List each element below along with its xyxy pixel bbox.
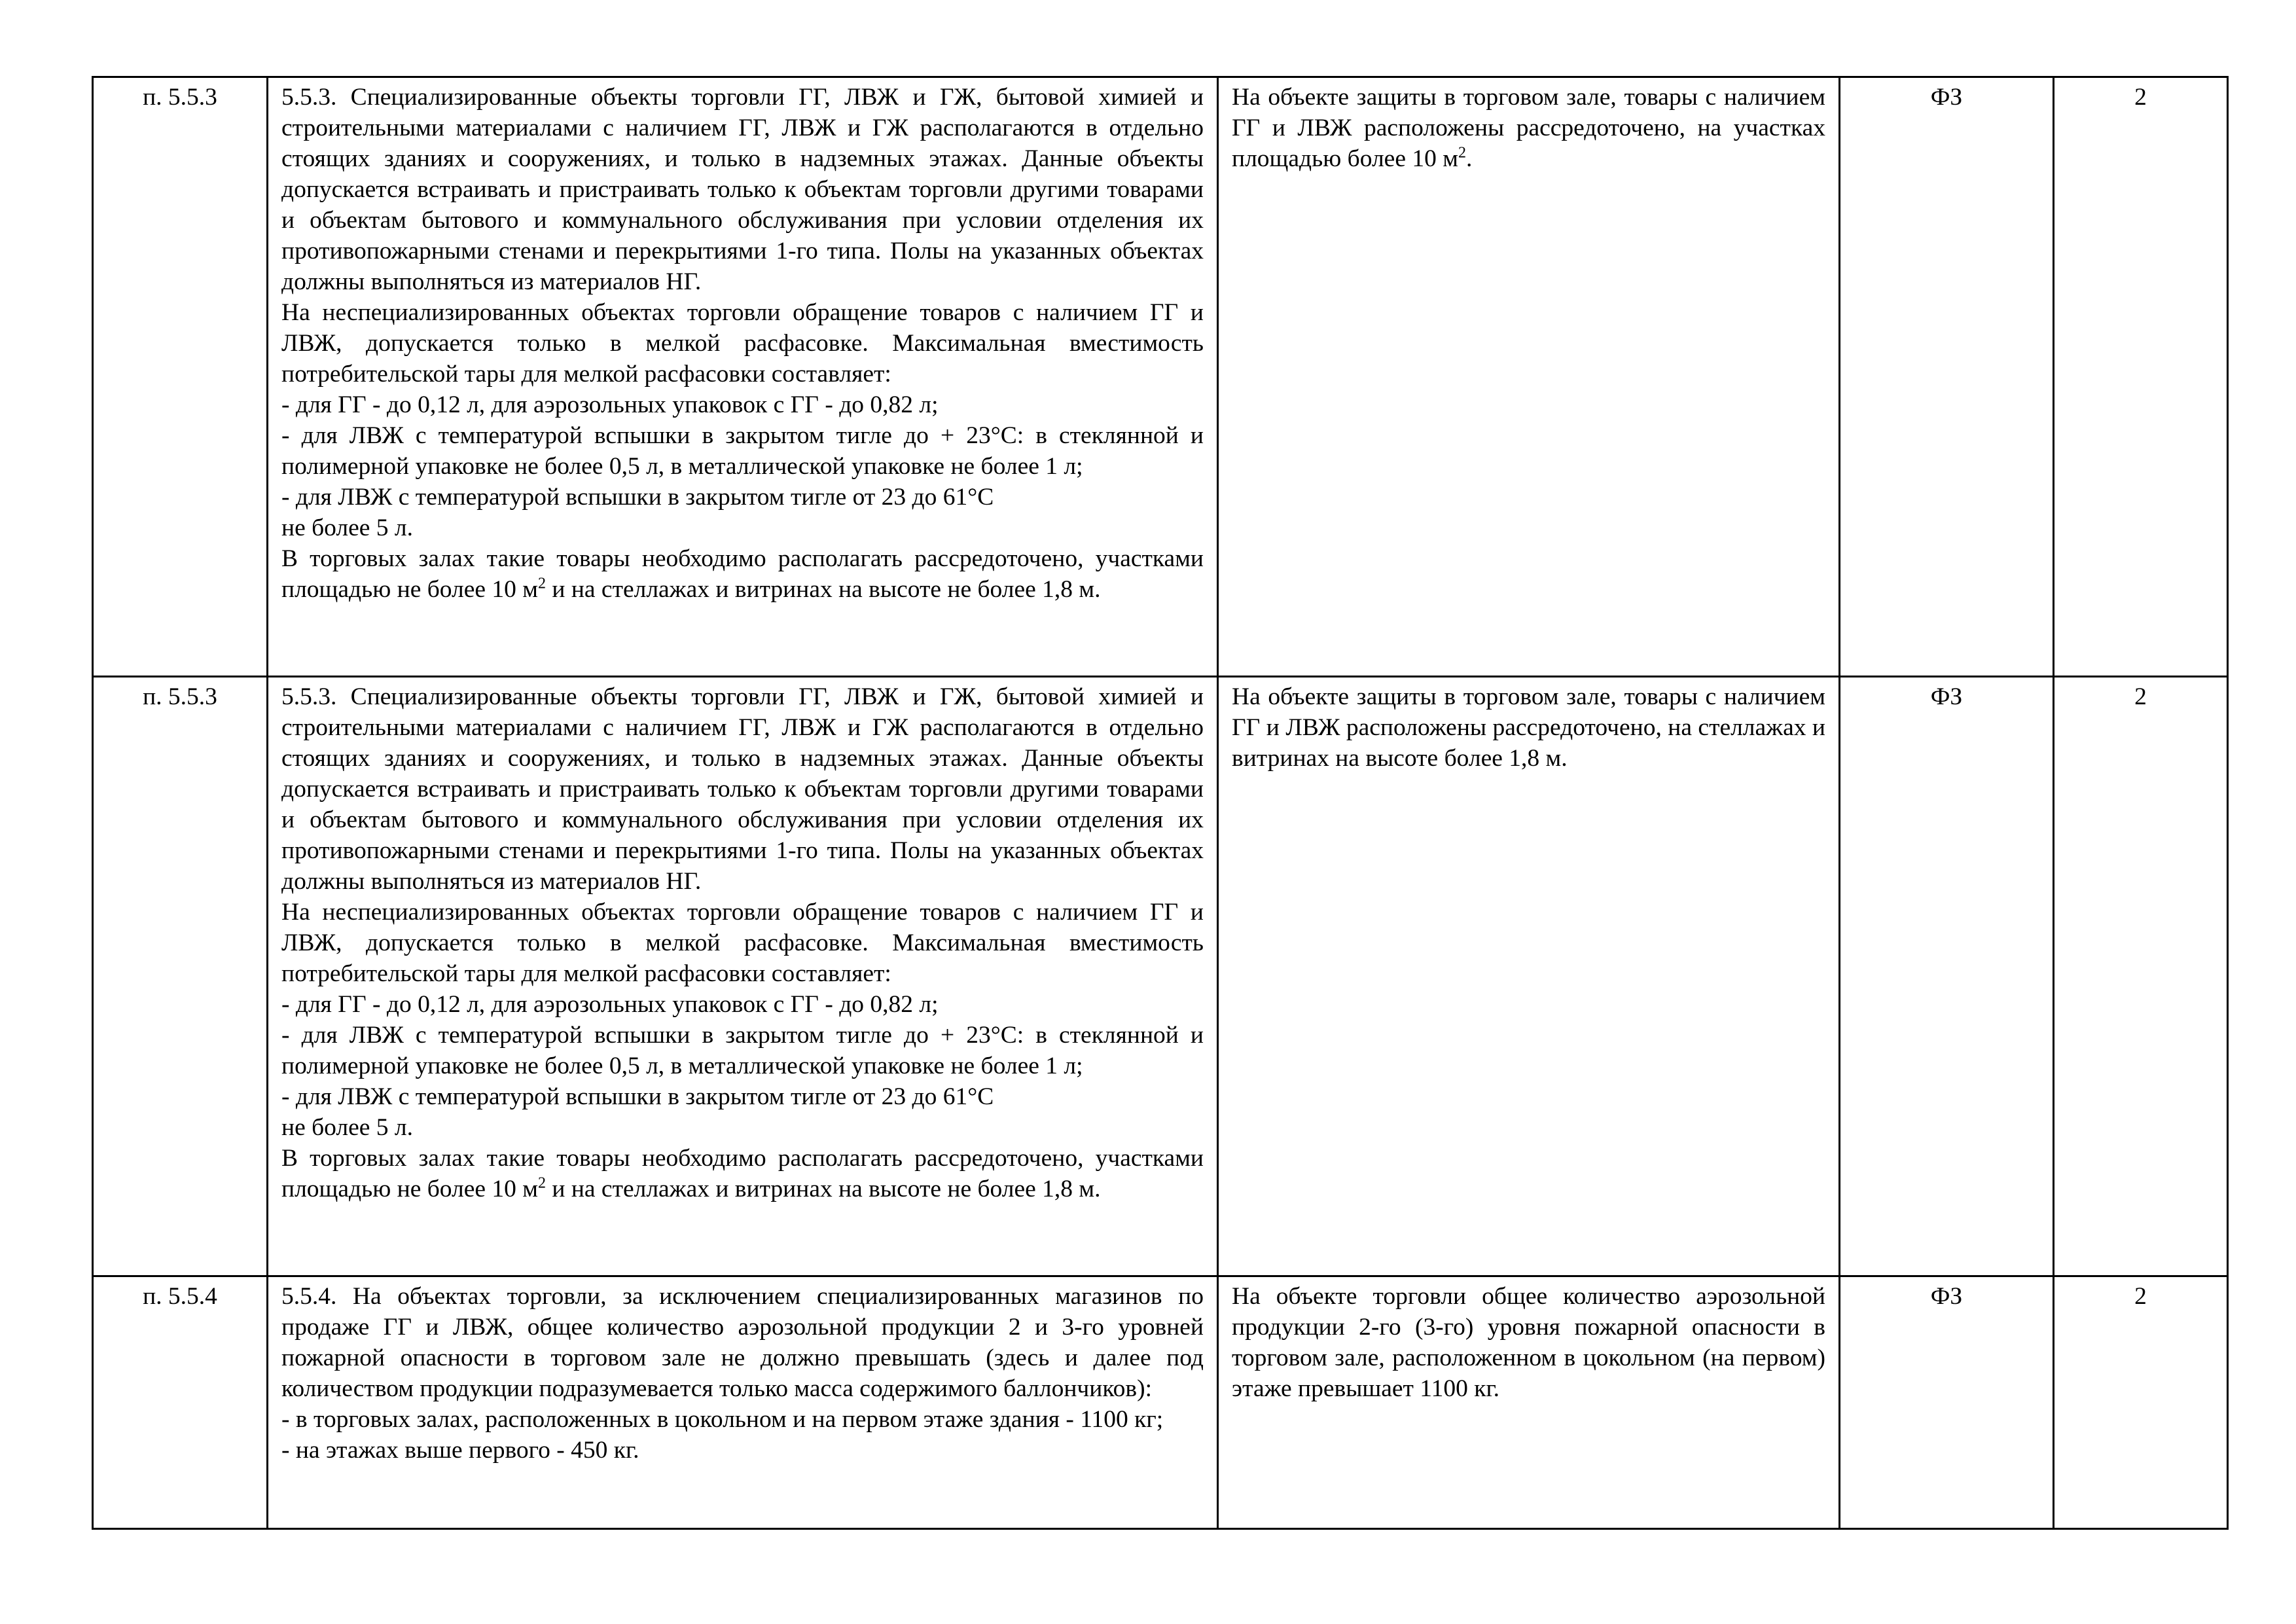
number-cell: 2: [2054, 677, 2228, 1276]
number-cell: 2: [2054, 1276, 2228, 1529]
requirement-paragraph: На неспециализированных объектах торговли обращение товаров с наличием ГГ и ЛВЖ, допускается только в мелкой расфасовке. Максимальная вместимость потребительской тары для мелкой расфасовки составляет:: [281, 299, 1204, 388]
requirements-table: [92, 76, 2229, 1530]
law-cell: ФЗ: [1840, 677, 2054, 1276]
number-cell: 2: [2054, 77, 2228, 677]
violation-paragraph: На объекте защиты в торговом зале, товары с наличием ГГ и ЛВЖ расположены рассредоточено, на участках площадью более 10 $м^2$.: [1232, 84, 1825, 172]
requirement-list-item: - для ЛВЖ с температурой вспышки в закрытом тигле от 23 до 61°С: [281, 484, 994, 511]
requirement-list-item: - для ГГ - до 0,12 л, для аэрозольных упаковок с ГГ - до 0,82 л;: [281, 991, 939, 1018]
law-cell: ФЗ: [1840, 1276, 2054, 1529]
violation-text-cell: [1218, 1276, 1840, 1529]
violation-text-cell: [1218, 677, 1840, 1276]
requirement-list-item: - для ЛВЖ с температурой вспышки в закрытом тигле от 23 до 61°С: [281, 1083, 994, 1110]
table-row: [93, 677, 2228, 1276]
violation-paragraph: На объекте торговли общее количество аэрозольной продукции 2-го (3-го) уровня пожарной опасности в торговом зале, расположенном в цокольном (на первом) этаже превышает 1100 кг.: [1232, 1283, 1825, 1402]
requirement-text-cell: [268, 1276, 1218, 1529]
requirement-paragraph: На неспециализированных объектах торговли обращение товаров с наличием ГГ и ЛВЖ, допускается только в мелкой расфасовке. Максимальная вместимость потребительской тары для мелкой расфасовки составляет:: [281, 899, 1204, 987]
requirement-paragraph: В торговых залах такие товары необходимо располагать рассредоточено, участками площадью не более 10 $м^2$ и на стеллажах и витринах на высоте не более 1,8 м.: [281, 1145, 1204, 1202]
requirement-paragraph: 5.5.3. Специализированные объекты торговли ГГ, ЛВЖ и ГЖ, бытовой химией и строительными материалами с наличием ГГ, ЛВЖ и ГЖ располагаются в отдельно стоящих зданиях и сооружениях, и только в надземных этажах. Данные объекты допускается встраивать и пристраивать только к объектам торговли другими товарами и объектам бытового и коммунального обслуживания при условии отделения их противопожарными стенами и перекрытиями 1-го типа. Полы на указанных объектах должны выполняться из материалов НГ.: [281, 84, 1204, 295]
requirement-list-item: - для ЛВЖ с температурой вспышки в закрытом тигле до + 23°С: в стеклянной и полимерной упаковке не более 0,5 л, в металлической упаковке не более 1 л;: [281, 1022, 1204, 1079]
clause-reference-cell: п. 5.5.3: [93, 77, 268, 677]
clause-reference-cell: п. 5.5.4: [93, 1276, 268, 1529]
clause-reference-cell: п. 5.5.3: [93, 677, 268, 1276]
table-row: [93, 1276, 2228, 1529]
law-cell: ФЗ: [1840, 77, 2054, 677]
requirement-list-item: - в торговых залах, расположенных в цокольном и на первом этаже здания - 1100 кг;: [281, 1406, 1164, 1433]
table-row: [93, 77, 2228, 677]
violation-text-cell: [1218, 77, 1840, 677]
requirement-list-item: не более 5 л.: [281, 514, 414, 541]
requirement-text-cell: [268, 677, 1218, 1276]
requirement-paragraph: В торговых залах такие товары необходимо располагать рассредоточено, участками площадью не более 10 $м^2$ и на стеллажах и витринах на высоте не более 1,8 м.: [281, 545, 1204, 603]
requirement-list-item: не более 5 л.: [281, 1114, 414, 1141]
violation-paragraph: На объекте защиты в торговом зале, товары с наличием ГГ и ЛВЖ расположены рассредоточено, на стеллажах и витринах на высоте более 1,8 м.: [1232, 683, 1825, 772]
requirement-list-item: - для ЛВЖ с температурой вспышки в закрытом тигле до + 23°С: в стеклянной и полимерной упаковке не более 0,5 л, в металлической упаковке не более 1 л;: [281, 422, 1204, 480]
requirement-paragraph: 5.5.4. На объектах торговли, за исключением специализированных магазинов по продаже ГГ и ЛВЖ, общее количество аэрозольной продукции 2 и 3-го уровней пожарной опасности в торговом зале не должно превышать (здесь и далее под количеством продукции подразумевается только масса содержимого баллончиков):: [281, 1283, 1204, 1402]
requirement-text-cell: [268, 77, 1218, 677]
requirement-list-item: - для ГГ - до 0,12 л, для аэрозольных упаковок с ГГ - до 0,82 л;: [281, 391, 939, 418]
requirement-list-item: - на этажах выше первого - 450 кг.: [281, 1437, 639, 1464]
requirement-paragraph: 5.5.3. Специализированные объекты торговли ГГ, ЛВЖ и ГЖ, бытовой химией и строительными материалами с наличием ГГ, ЛВЖ и ГЖ располагаются в отдельно стоящих зданиях и сооружениях, и только в надземных этажах. Данные объекты допускается встраивать и пристраивать только к объектам торговли другими товарами и объектам бытового и коммунального обслуживания при условии отделения их противопожарными стенами и перекрытиями 1-го типа. Полы на указанных объектах должны выполняться из материалов НГ.: [281, 683, 1204, 895]
